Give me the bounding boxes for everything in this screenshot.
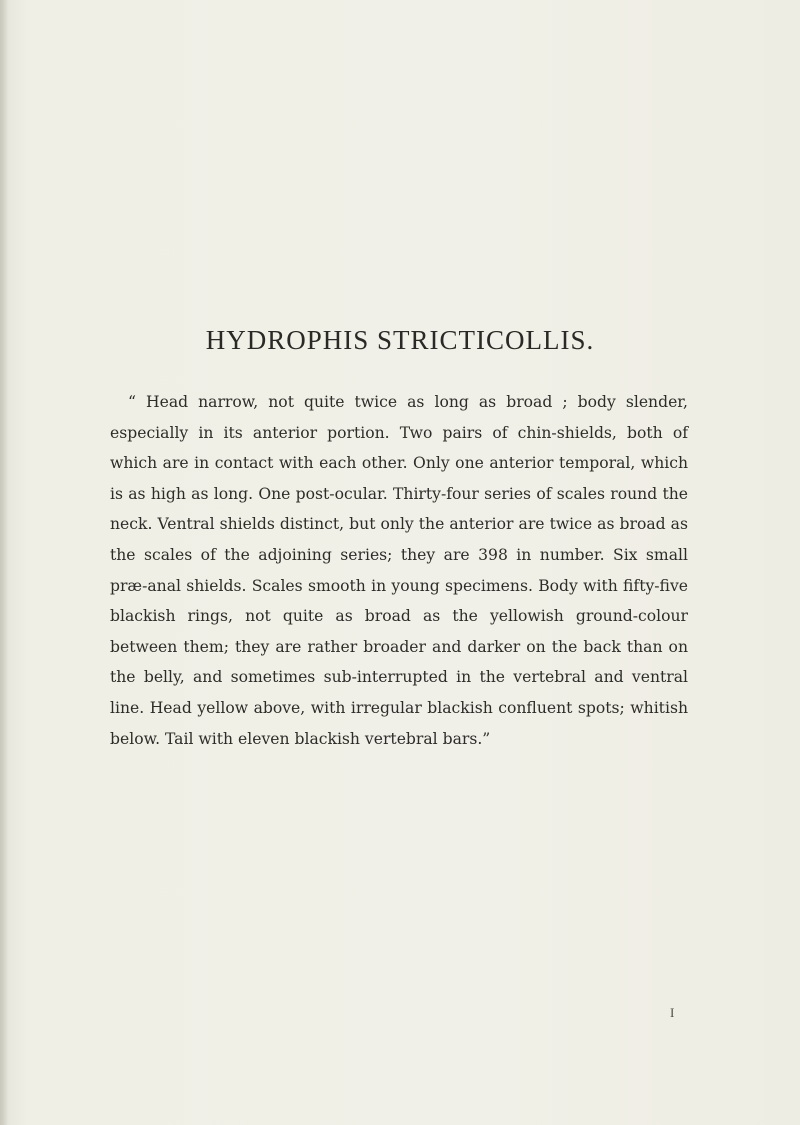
species-description: “ Head narrow, not quite twice as long as broad ; body slender, especially in its anterior portion. Two pairs of chin-shields, both of which are in contact with each other. Only one anterior temporal, which is as high as long. One post-ocular. Thirty-four series of scales round the neck. Ventral shields distinct, but only the anterior are twice as broad as the scales of the adjoining series; they are 398 in number. Six small præ-anal shields. Scales smooth in young specimens. Body with fifty-five blackish rings, not quite as broad as the yellowish ground-colour between them; they are rather broader and darker on the back than on the belly, and sometimes sub-interrupted in the vertebral and ventral line. Head yellow above, with irregular blackish confluent spots; whitish below. Tail with eleven blackish vertebral bars.” [110, 393, 688, 748]
page-number: I [670, 1005, 675, 1020]
binding-shadow [0, 0, 8, 1125]
species-title: HYDROPHIS STRICTICOLLIS. [205, 325, 595, 355]
